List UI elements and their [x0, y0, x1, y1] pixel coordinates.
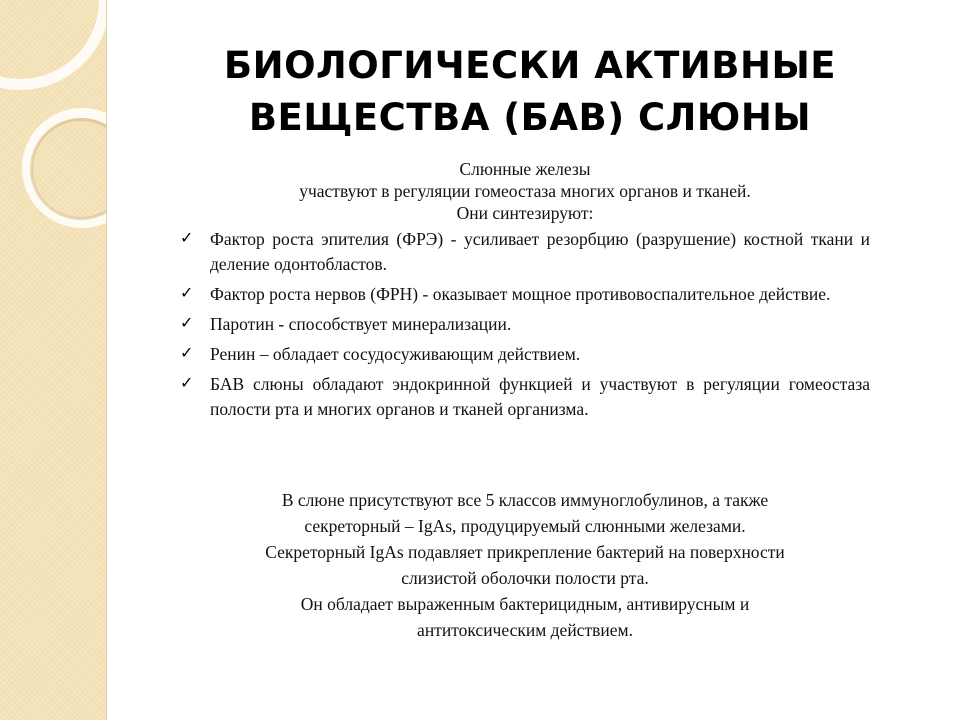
bullet-item — [180, 227, 870, 277]
checkmark-icon: ✓ — [180, 228, 194, 247]
bullet-text: Паротин - способствует минерализации. — [210, 314, 512, 334]
paragraph-line: Он обладает выраженным бактерицидным, антивирусным и — [300, 594, 750, 614]
bullet-text: БАВ слюны обладают эндокринной функцией и участвуют в регуляции гомеостаза полости рта и многих органов и тканей организма. — [210, 374, 870, 419]
bullet-item — [180, 312, 870, 337]
bullet-list — [180, 227, 870, 422]
intro-text — [180, 158, 870, 224]
side-panel-edge — [106, 0, 107, 720]
paragraph-line: антитоксическим действием. — [417, 620, 633, 640]
checkmark-icon: ✓ — [180, 343, 194, 362]
main-content — [180, 158, 870, 427]
checkmark-icon: ✓ — [180, 283, 194, 302]
immunoglobulin-paragraph — [180, 487, 870, 643]
intro-line: Они синтезируют: — [456, 203, 594, 223]
bullet-item — [180, 372, 870, 422]
bullet-text: Ренин – обладает сосудосуживающим действием. — [210, 344, 581, 364]
title-line-2: ВЕЩЕСТВА (БАВ) СЛЮНЫ — [248, 96, 812, 139]
paragraph-line: В слюне присутствуют все 5 классов иммуноглобулинов, а также — [281, 490, 769, 510]
paragraph-line: секреторный – IgAs, продуцируемый слюнными железами. — [304, 516, 746, 536]
checkmark-icon: ✓ — [180, 373, 194, 392]
slide-title — [120, 40, 940, 144]
intro-line: Слюнные железы — [459, 159, 591, 179]
decorative-side-panel — [0, 0, 106, 720]
checkmark-icon: ✓ — [180, 313, 194, 332]
decorative-ring — [0, 0, 106, 90]
paragraph-line: слизистой оболочки полости рта. — [401, 568, 649, 588]
bullet-text: Фактор роста нервов (ФРН) - оказывает мощное противовоспалительное действие. — [210, 284, 831, 304]
bullet-item — [180, 282, 870, 307]
bullet-text: Фактор роста эпителия (ФРЭ) - усиливает резорбцию (разрушение) костной ткани и деление одонтобластов. — [210, 229, 870, 274]
paragraph-line: Секреторный IgAs подавляет прикрепление бактерий на поверхности — [265, 542, 785, 562]
title-line-1: БИОЛОГИЧЕСКИ АКТИВНЫЕ — [223, 44, 837, 87]
intro-line: участвуют в регуляции гомеостаза многих органов и тканей. — [299, 181, 751, 201]
bullet-item — [180, 342, 870, 367]
